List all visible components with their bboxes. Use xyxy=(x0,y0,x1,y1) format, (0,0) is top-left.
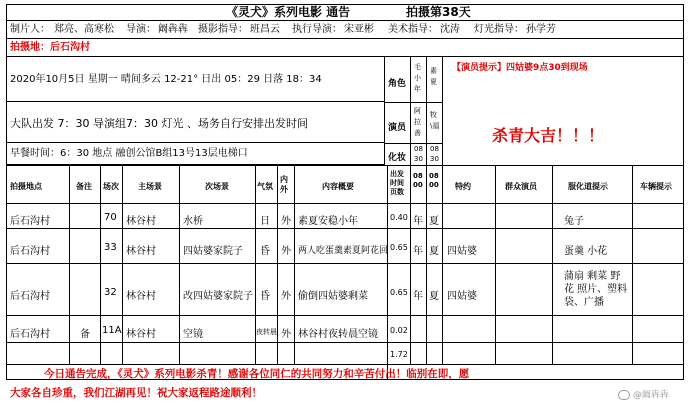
crew-art: 沈涛 xyxy=(440,24,460,35)
footer-line-2: 大家各自珍重，我们江湖再见！祝大家返程路途顺利！ xyxy=(10,387,262,399)
th-main-set: 主场景 xyxy=(138,182,162,191)
date-row xyxy=(6,57,384,102)
makeup-time-a2: 30 xyxy=(414,155,423,163)
row3-location: 后石沟村 xyxy=(10,291,50,302)
th-call-a: 08 00 xyxy=(413,172,423,189)
row3-io: 外 xyxy=(281,291,291,302)
row4-mood: 夜转晨 xyxy=(256,328,277,336)
row3-mood: 昏 xyxy=(260,291,270,302)
wrap-banner: 杀青大吉！！！ xyxy=(492,126,605,145)
col-role-a: 毛小年 xyxy=(414,63,421,93)
th-pages: 出发时间页数 xyxy=(390,170,404,196)
row4-pages: 0.02 xyxy=(390,326,408,335)
th-featured: 特约 xyxy=(455,182,471,191)
crew-exec: 宋亚彬 xyxy=(344,24,374,35)
row2-mood: 昏 xyxy=(260,246,270,257)
row2-c1: 年 xyxy=(413,246,423,257)
row3-extra: 四姑婆 xyxy=(447,291,477,302)
row1-c1: 年 xyxy=(413,216,423,227)
th-note: 备注 xyxy=(76,182,92,191)
th-vehicles: 车辆提示 xyxy=(640,182,672,191)
footer-line-1: 今日通告完成，《灵犬》系列电影杀青！感谢各位同仁的共同努力和辛苦付出！临别在即，愿 xyxy=(44,368,470,380)
row4-content: 林谷村夜转晨空镜 xyxy=(298,329,378,340)
row4-main: 林谷村 xyxy=(126,329,156,340)
row2-c2: 夏 xyxy=(429,246,439,257)
date-weather: 2020年10月5日 星期一 晴间多云 12-21° 日出 05：29 日落 18：34 xyxy=(10,74,322,85)
row2-content: 两人吃蛋羹素夏阿花回 xyxy=(298,246,389,256)
crew-exec-label: 执行导演： xyxy=(292,24,342,35)
row4-note: 备 xyxy=(80,329,90,340)
col-role-b: 素夏 xyxy=(430,67,437,86)
breakfast-info: 早餐时间：6：30 地点 融创公馆B组13号13层电梯口 xyxy=(10,148,248,159)
location-row xyxy=(6,39,684,57)
row4-scene: 11A xyxy=(102,325,122,336)
weibo-icon xyxy=(618,390,630,400)
actor-notice: 【演员提示】四姑婆9点30到现场 xyxy=(452,63,588,73)
crew-director-label: 导演： xyxy=(126,24,156,35)
row4-sub: 空镜 xyxy=(183,329,203,340)
th-extras: 群众演员 xyxy=(505,182,537,191)
crew-art-label: 美术指导： xyxy=(388,24,438,35)
title-row xyxy=(6,4,684,21)
row2-io: 外 xyxy=(281,246,291,257)
row1-sub: 水桥 xyxy=(183,216,203,227)
crew-dp-label: 摄影指导： xyxy=(198,24,248,35)
crew-row xyxy=(6,21,684,39)
th-content: 内容概要 xyxy=(322,182,354,191)
depart-row xyxy=(6,102,384,143)
row2-sub: 四姑婆家院子 xyxy=(183,246,243,257)
row2-main: 林谷村 xyxy=(126,246,156,257)
row2-props: 蛋羹 小花 xyxy=(564,246,608,257)
actor-label: 演员 xyxy=(388,123,407,133)
row1-content: 素夏安稳小年 xyxy=(298,216,358,227)
row3-scene: 32 xyxy=(104,287,117,298)
row1-pages: 0.40 xyxy=(390,213,408,222)
row3-c2: 夏 xyxy=(429,291,439,302)
page-title: 《灵犬》系列电影 通告 xyxy=(226,5,351,19)
crew-director: 阚犇犇 xyxy=(158,24,188,35)
th-mood: 气氛 xyxy=(257,182,273,191)
makeup-time-a1: 08 xyxy=(414,145,423,153)
row1-props: 兔子 xyxy=(564,216,584,227)
row3-sub: 改四姑婆家院子 xyxy=(183,291,253,302)
role-label: 角色 xyxy=(388,79,407,89)
row1-scene: 70 xyxy=(104,212,117,223)
total-pages: 1.72 xyxy=(390,350,408,359)
row3-c1: 年 xyxy=(413,291,423,302)
makeup-time-b2: 30 xyxy=(430,155,439,163)
th-props: 服化道提示 xyxy=(568,182,608,191)
row1-c2: 夏 xyxy=(429,216,439,227)
row3-main: 林谷村 xyxy=(126,291,156,302)
row2-extra: 四姑婆 xyxy=(447,246,477,257)
crew-light-label: 灯光指导： xyxy=(474,24,524,35)
depart-time: 大队出发 7：30 导演组7：30 灯光 、场务自行安排出发时间 xyxy=(10,117,308,130)
row2-location: 后石沟村 xyxy=(10,246,50,257)
col-actor-b: 牧\福 xyxy=(430,111,440,130)
crew-producer-label: 制片人： xyxy=(10,24,50,35)
th-int-ext: 内外 xyxy=(280,175,288,194)
breakfast-row xyxy=(6,143,384,165)
th-call-b: 08 00 xyxy=(429,172,439,189)
th-location: 拍摄地点 xyxy=(10,182,42,191)
row4-location: 后石沟村 xyxy=(10,329,50,340)
watermark xyxy=(618,390,669,401)
row4-io: 外 xyxy=(281,329,291,340)
watermark-text: @阚犇犇 xyxy=(632,390,669,401)
shoot-day: 拍摄第38天 xyxy=(406,5,471,19)
col-actor-a: 阿拉善 xyxy=(414,107,421,137)
row1-location: 后石沟村 xyxy=(10,216,50,227)
crew-light: 孙学芳 xyxy=(526,24,556,35)
total-row xyxy=(6,343,684,365)
row1-mood: 日 xyxy=(260,216,270,227)
makeup-time-b1: 08 xyxy=(430,145,439,153)
row3-content: 偷倒四姑婆剩菜 xyxy=(298,291,368,302)
makeup-label: 化妆 xyxy=(388,153,407,163)
row1-main: 林谷村 xyxy=(126,216,156,227)
row2-scene: 33 xyxy=(104,242,117,253)
shoot-location: 拍摄地：后石沟村 xyxy=(10,42,90,53)
th-sub-set: 次场景 xyxy=(205,182,229,191)
row2-pages: 0.65 xyxy=(390,243,408,252)
row3-props: 蒲扇 剩菜 野花 照片、塑料袋、广播 xyxy=(564,271,628,308)
row3-pages: 0.65 xyxy=(390,288,408,297)
crew-producer: 郑亮、高寒松 xyxy=(54,24,114,35)
row1-io: 外 xyxy=(281,216,291,227)
crew-dp: 班昌云 xyxy=(250,24,280,35)
th-scene: 场次 xyxy=(103,182,119,191)
